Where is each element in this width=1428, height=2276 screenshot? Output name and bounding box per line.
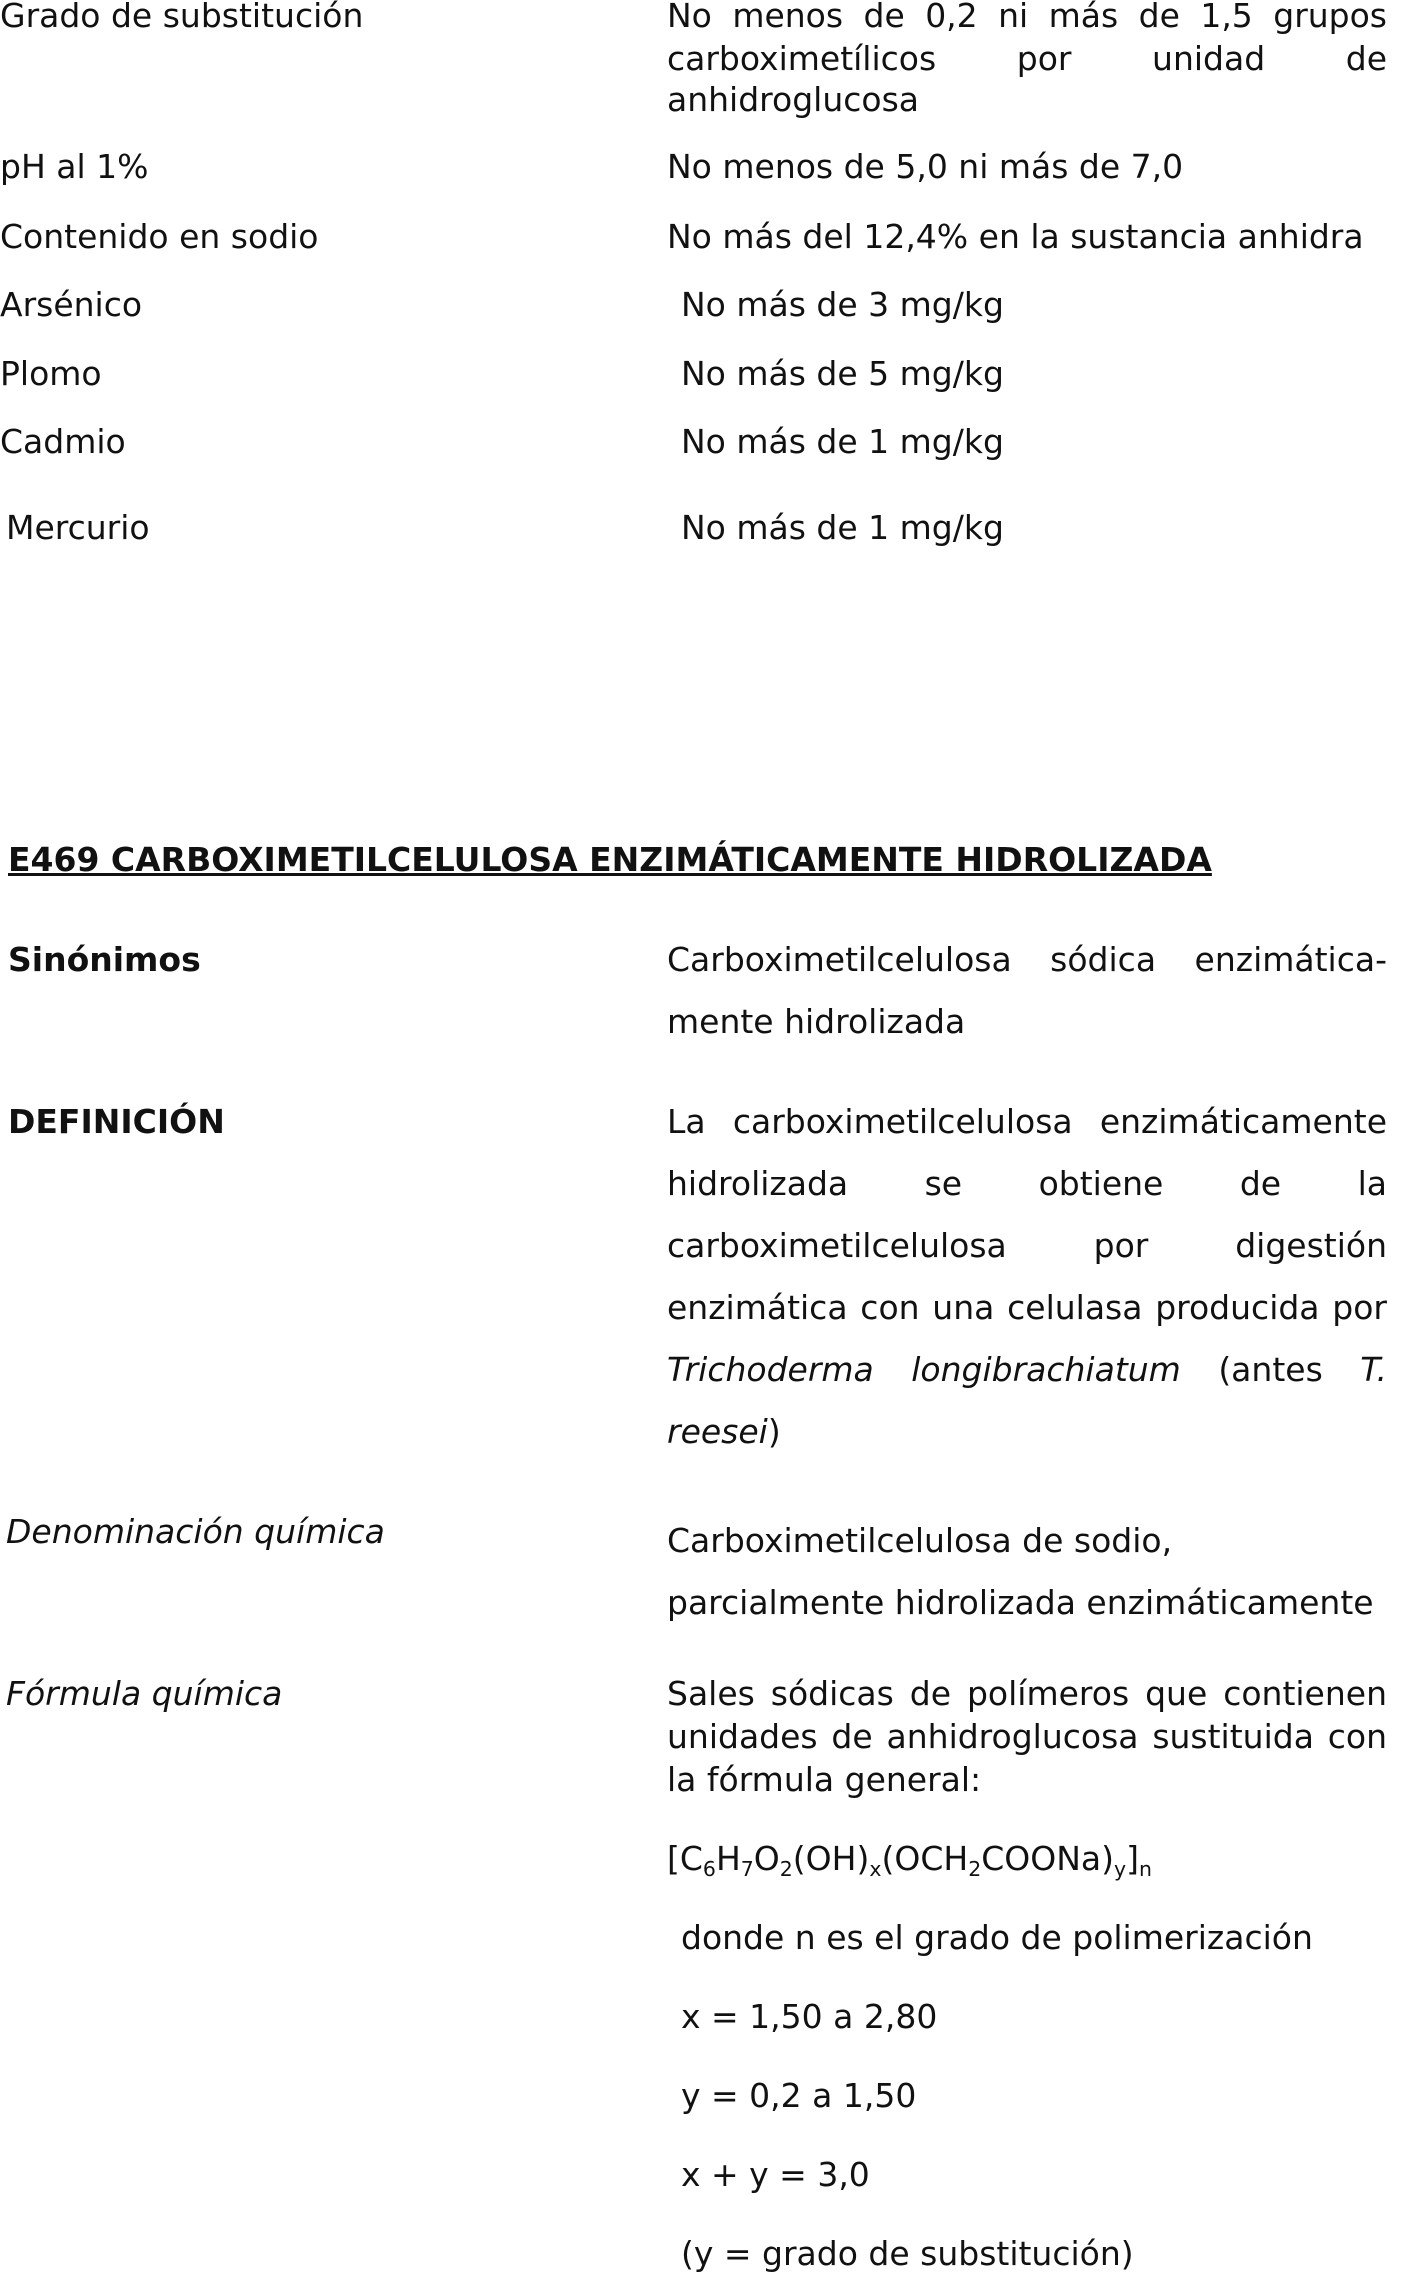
row-value-ph: No menos de 5,0 ni más de 7,0 (667, 147, 1184, 186)
formula-x-range: x = 1,50 a 2,80 (681, 1997, 938, 2036)
row-label-lead: Plomo (0, 354, 102, 393)
synonyms-value-line2: mente hidrolizada (667, 1002, 966, 1041)
chemical-formula-label: Fórmula química (6, 1674, 283, 1713)
row-value-substitution-line3: anhidroglucosa (667, 80, 919, 119)
paren-open: (antes (1218, 1350, 1323, 1389)
row-value-arsenic: No más de 3 mg/kg (681, 285, 1004, 324)
species-abbrev: T. (1360, 1350, 1387, 1389)
formula-note: (y = grado de substitución) (681, 2234, 1134, 2273)
chemical-name-label: Denominación química (6, 1512, 385, 1551)
definition-line5 (667, 1348, 1387, 1392)
chemical-formula-expression (667, 1837, 1387, 1881)
row-value-lead: No más de 5 mg/kg (681, 354, 1004, 393)
species-genus: Trichoderma (667, 1350, 874, 1389)
formula-text: $[C_6H_7O_2(OH)_x(OCH_2COONa)_y]_n$ (667, 1839, 1152, 1882)
row-value-sodium: No más del 12,4% en la sustancia anhidra (667, 217, 1364, 256)
row-value-mercury: No más de 1 mg/kg (681, 508, 1004, 547)
synonyms-label: Sinónimos (8, 940, 201, 979)
definition-line6 (667, 1410, 1387, 1454)
formula-sum: x + y = 3,0 (681, 2155, 870, 2194)
section-heading: E469 CARBOXIMETILCELULOSA ENZIMÁTICAMENTE HIDROLIZADA (8, 840, 1212, 879)
row-value-cadmium: No más de 1 mg/kg (681, 422, 1004, 461)
row-label-substitution: Grado de substitución (0, 0, 364, 35)
definition-line4: enzimática con una celulasa producida por (667, 1288, 1387, 1327)
formula-y-range: y = 0,2 a 1,50 (681, 2076, 917, 2115)
chemical-name-value: Carboximetilcelulosa de sodio, parcialmente hidrolizada enzimáticamente (667, 1521, 1374, 1622)
row-label-cadmium: Cadmio (0, 422, 126, 461)
definition-label: DEFINICIÓN (8, 1102, 225, 1141)
row-label-mercury: Mercurio (6, 508, 150, 547)
row-label-sodium: Contenido en sodio (0, 217, 319, 256)
definition-line3: carboximetilcelulosa por digestión (667, 1226, 1387, 1265)
synonyms-value-line1: Carboximetilcelulosa sódica enzimática- (667, 940, 1387, 979)
row-value-substitution-line1: No menos de 0,2 ni más de 1,5 grupos (667, 0, 1387, 35)
formula-where-n: donde n es el grado de polimerización (681, 1918, 1313, 1957)
chemical-formula-description: Sales sódicas de polímeros que contienen unidades de anhidroglucosa sustituida con la fórmula general: (667, 1674, 1387, 1799)
species-epithet: longibrachiatum (911, 1350, 1181, 1389)
paren-close: ) (767, 1412, 781, 1451)
row-label-ph: pH al 1% (0, 147, 149, 186)
definition-line1: La carboximetilcelulosa enzimáticamente (667, 1102, 1387, 1141)
species-reesei: reesei (667, 1412, 768, 1451)
row-label-arsenic: Arsénico (0, 285, 143, 324)
definition-line2: hidrolizada se obtiene de la (667, 1164, 1387, 1203)
row-value-substitution-line2: carboximetílicos por unidad de (667, 39, 1387, 78)
